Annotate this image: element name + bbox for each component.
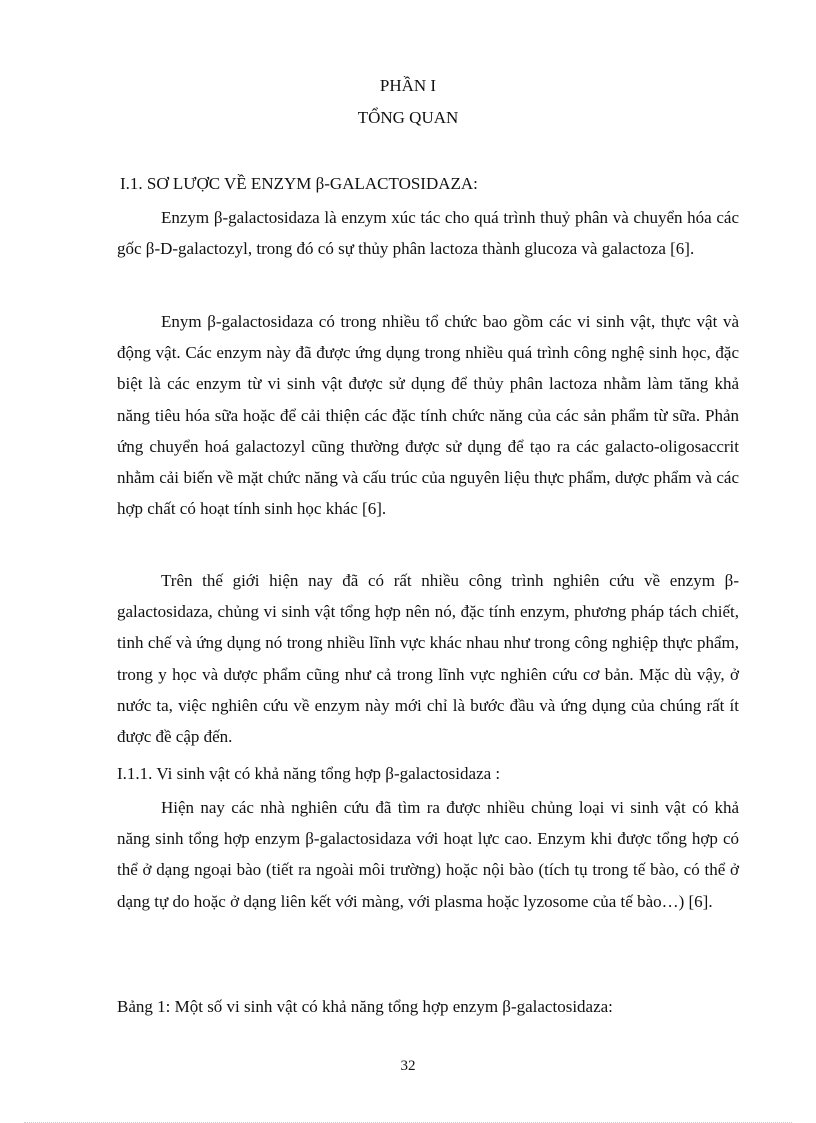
paragraph-4: Hiện nay các nhà nghiên cứu đã tìm ra được nhiều chủng loại vi sinh vật có khả năng sinh tổng hợp enzym β-galactosidaza với hoạt lực cao. Enzym khi được tổng hợp có thể ở dạng ngoại bào (tiết ra ngoài môi trường) hoặc nội bào (tích tụ trong tế bào, có thể ở dạng tự do hoặc ở dạng liên kết với màng, với plasma hoặc lyzosome của tế bào…) [6]. xyxy=(117,798,739,911)
paragraph-1: Enzym β-galactosidaza là enzym xúc tác cho quá trình thuỷ phân và chuyển hóa các gốc β-D-galactozyl, trong đó có sự thủy phân lactoza thành glucoza và galactoza [6]. xyxy=(117,208,739,259)
part-label: PHẦN I xyxy=(379,76,437,95)
paragraph-2: Enym β-galactosidaza có trong nhiều tổ chức bao gồm các vi sinh vật, thực vật và động vật. Các enzym này đã được ứng dụng trong nhiều quá trình công nghệ sinh học, đặc biệt là các enzym từ vi sinh vật được sử dụng để thủy phân lactoza nhằm làm tăng khả năng tiêu hóa sữa hoặc để cải thiện các đặc tính chức năng của các sản phẩm từ sữa. Phản ứng chuyển hoá galactozyl cũng thường được sử dụng để tạo ra các galacto-oligosaccrit nhằm cải biến về mặt chức năng và cấu trúc của nguyên liệu thực phẩm, dược phẩm và các hợp chất có hoạt tính sinh học khác [6]. xyxy=(117,312,739,519)
section-heading: I.1. SƠ LƯỢC VỀ ENZYM β-GALACTOSIDAZA: xyxy=(120,174,478,193)
page-number: 32 xyxy=(400,1058,416,1074)
part-title: TỔNG QUAN xyxy=(357,108,459,127)
paragraph-3: Trên thế giới hiện nay đã có rất nhiều công trình nghiên cứu về enzym β-galactosidaza, chủng vi sinh vật tổng hợp nên nó, đặc tính enzym, phương pháp tách chiết, tinh chế và ứng dụng nó trong nhiều lĩnh vực khác nhau như trong công nghiệp thực phẩm, trong y học và dược phẩm cũng như cả trong lĩnh vực nghiên cứu cơ bản. Mặc dù vậy, ở nước ta, việc nghiên cứu về enzym này mới chỉ là bước đầu và ứng dụng của chúng rất ít được đề cập đến. xyxy=(117,571,739,747)
table-caption: Bảng 1: Một số vi sinh vật có khả năng tổng hợp enzym β-galactosidaza: xyxy=(117,997,613,1016)
subsection-heading: I.1.1. Vi sinh vật có khả năng tổng hợp β-galactosidaza : xyxy=(117,764,501,783)
